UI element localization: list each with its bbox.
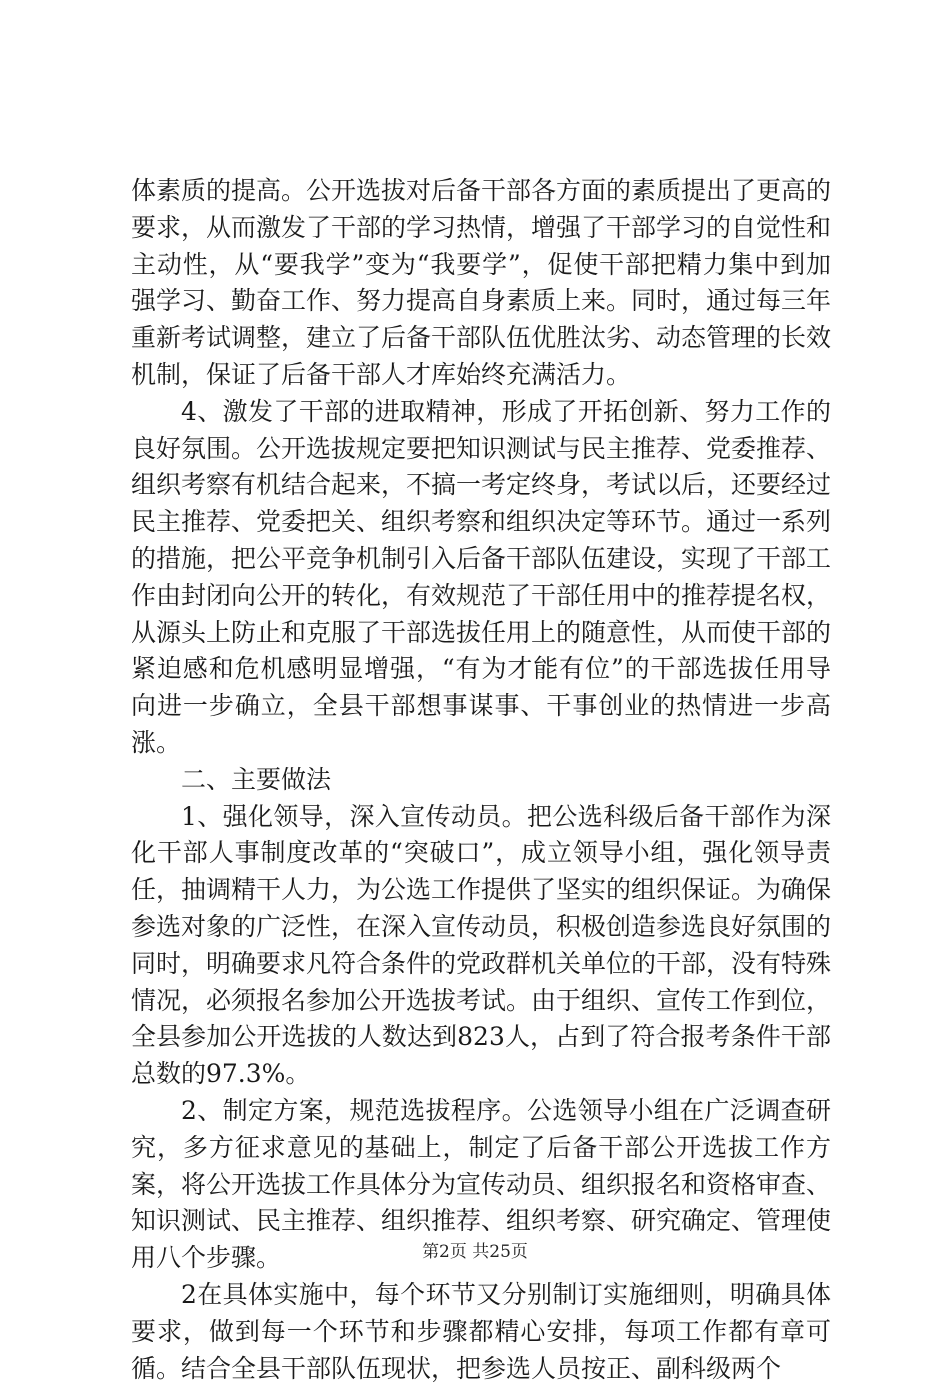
paragraph-4: 1、强化领导，深入宣传动员。把公选科级后备干部作为深化干部人事制度改革的“突破口”，成立领导小组，强化领导责任，抽调精干人力，为公选工作提供了坚实的组织保证。为确保参选对象的广泛性，在深入宣传动员，积极创造参选良好氛围的同时，明确要求凡符合条件的党政群机关单位的干部，没有特殊情况，必须报名参加公开选拔考试。由于组织、宣传工作到位，全县参加公开选拔的人数达到823人，占到了符合报考条件干部总数的97.3%。	[131, 801, 832, 1089]
section-heading: 二、主要做法	[181, 764, 332, 794]
document-body	[131, 173, 831, 1387]
page-number-footer: 第2页 共25页	[422, 1242, 528, 1262]
paragraph-6: 2在具体实施中，每个环节又分别制订实施细则，明确具体要求，做到每一个环节和步骤都精心安排，每项工作都有章可循。结合全县干部队伍现状，把参选人员按正、副科级两个	[131, 1279, 831, 1383]
paragraph-5: 2、制定方案，规范选拔程序。公选领导小组在广泛调查研究，多方征求意见的基础上，制定了后备干部公开选拔工作方案，将公开选拔工作具体分为宣传动员、组织报名和资格审查、知识测试、民主推荐、组织推荐、组织考察、研究确定、管理使用八个步骤。	[131, 1095, 832, 1273]
paragraph-1: 体素质的提高。公开选拔对后备干部各方面的素质提出了更高的要求，从而激发了干部的学习热情，增强了干部学习的自觉性和主动性，从“要我学”变为“我要学”，促使干部把精力集中到加强学习、勤奋工作、努力提高自身素质上来。同时，通过每三年重新考试调整，建立了后备干部队伍优胜汰劣、动态管理的长效机制，保证了后备干部人才库始终充满活力。	[131, 176, 832, 389]
paragraph-2: 4、激发了干部的进取精神，形成了开拓创新、努力工作的良好氛围。公开选拔规定要把知识测试与民主推荐、党委推荐、组织考察有机结合起来，不搞一考定终身，考试以后，还要经过民主推荐、党委把关、组织考察和组织决定等环节。通过一系列的措施，把公平竞争机制引入后备干部队伍建设，实现了干部工作由封闭向公开的转化，有效规范了干部任用中的推荐提名权，从源头上防止和克服了干部选拔任用上的随意性，从而使干部的紧迫感和危机感明显增强，“有为才能有位”的干部选拔任用导向进一步确立，全县干部想事谋事、干事创业的热情进一步高涨。	[131, 396, 832, 757]
